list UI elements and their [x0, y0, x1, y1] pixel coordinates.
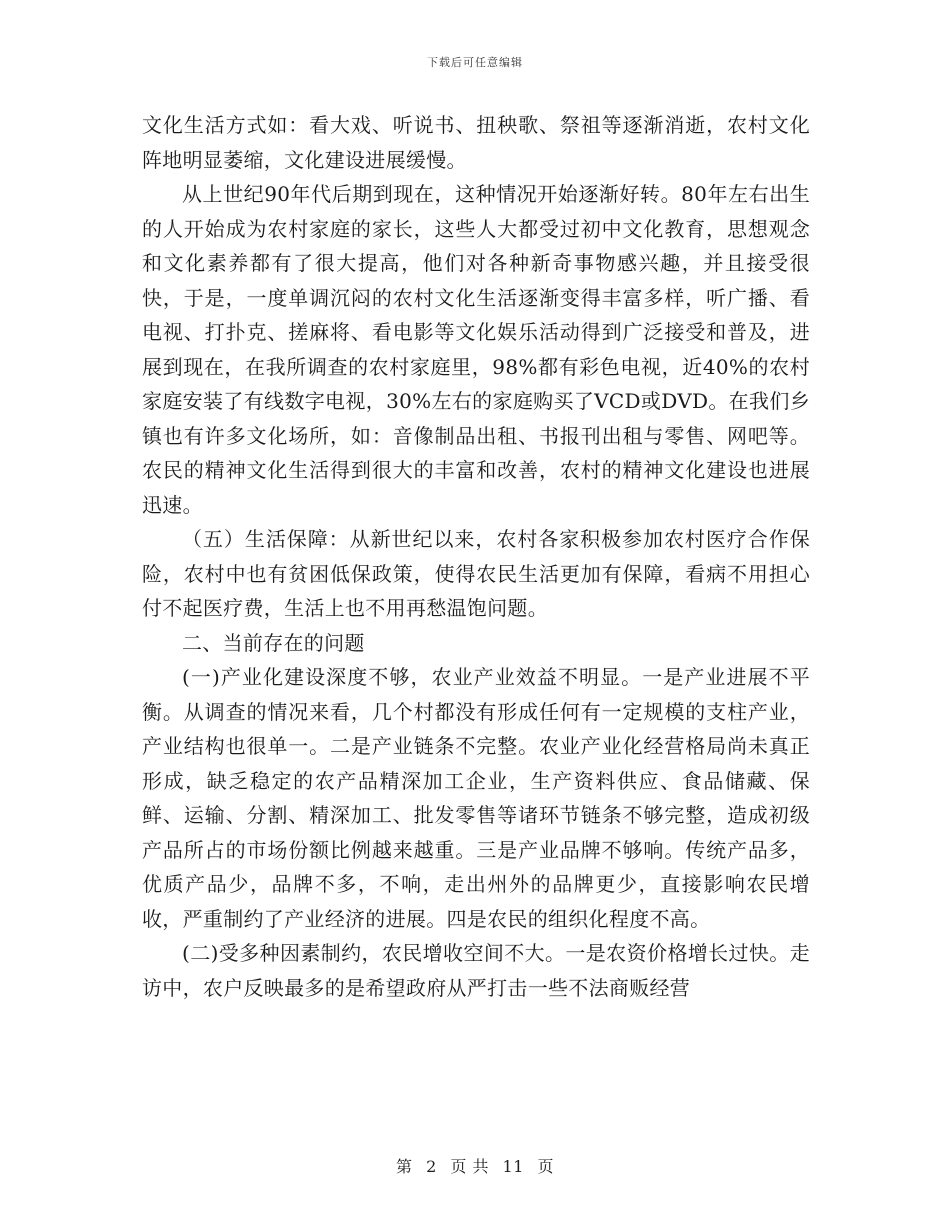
page-header: 下载后可任意编辑 — [427, 56, 523, 69]
footer-suffix: 页 — [537, 1157, 555, 1176]
current-page-number: 2 — [426, 1157, 437, 1176]
paragraph-3: （五）生活保障：从新世纪以来，农村各家积极参加农村医疗合作保险，农村中也有贫困低保政策，使得农民生活更加有保障，看病不用担心付不起医疗费，生活上也不用再愁温饱问题。 — [142, 527, 810, 620]
total-page-count: 11 — [502, 1157, 524, 1176]
footer-middle: 页 共 — [450, 1157, 489, 1176]
paragraph-2: 从上世纪90年代后期到现在，这种情况开始逐渐好转。80年左右出生的人开始成为农村家庭的家长，这些人大都受过初中文化教育，思想观念和文化素养都有了很大提高，他们对各种新奇事物感兴趣，并且接受很快，于是，一度单调沉闷的农村文化生活逐渐变得丰富多样，听广播、看电视、打扑克、搓麻将、看电影等文化娱乐活动得到广泛接受和普及，进展到现在，在我所调查的农村家庭里，98%都有彩色电视，近40%的农村家庭安装了有线数字电视，30%左右的家庭购买了VCD或DVD。在我们乡镇也有许多文化场所，如：音像制品出租、书报刊出租与零售、网吧等。农民的精神文化生活得到很大的丰富和改善，农村的精神文化建设也进展迅速。 — [142, 182, 810, 517]
document-body — [142, 108, 810, 1005]
paragraph-1: 文化生活方式如：看大戏、听说书、扭秧歌、祭祖等逐渐消逝，农村文化阵地明显萎缩，文化建设进展缓慢。 — [142, 113, 810, 172]
page-footer — [0, 1154, 950, 1177]
section-heading: 二、当前存在的问题 — [182, 630, 365, 655]
paragraph-4: (一)产业化建设深度不够，农业产业效益不明显。一是产业进展不平衡。从调查的情况来看，几个村都没有形成任何有一定规模的支柱产业，产业结构也很单一。二是产业链条不完整。农业产业化经营格局尚未真正形成，缺乏稳定的农产品精深加工企业，生产资料供应、食品储藏、保鲜、运输、分割、精深加工、批发零售等诸环节链条不够完整，造成初级产品所占的市场份额比例越来越重。三是产业品牌不够响。传统产品多，优质产品少，品牌不多，不响，走出州外的品牌更少，直接影响农民增收，严重制约了产业经济的进展。四是农民的组织化程度不高。 — [142, 665, 810, 931]
footer-prefix: 第 — [395, 1157, 413, 1176]
paragraph-5: (二)受多种因素制约，农民增收空间不大。一是农资价格增长过快。走访中，农户反映最多的是希望政府从严打击一些不法商贩经营 — [142, 941, 810, 1000]
